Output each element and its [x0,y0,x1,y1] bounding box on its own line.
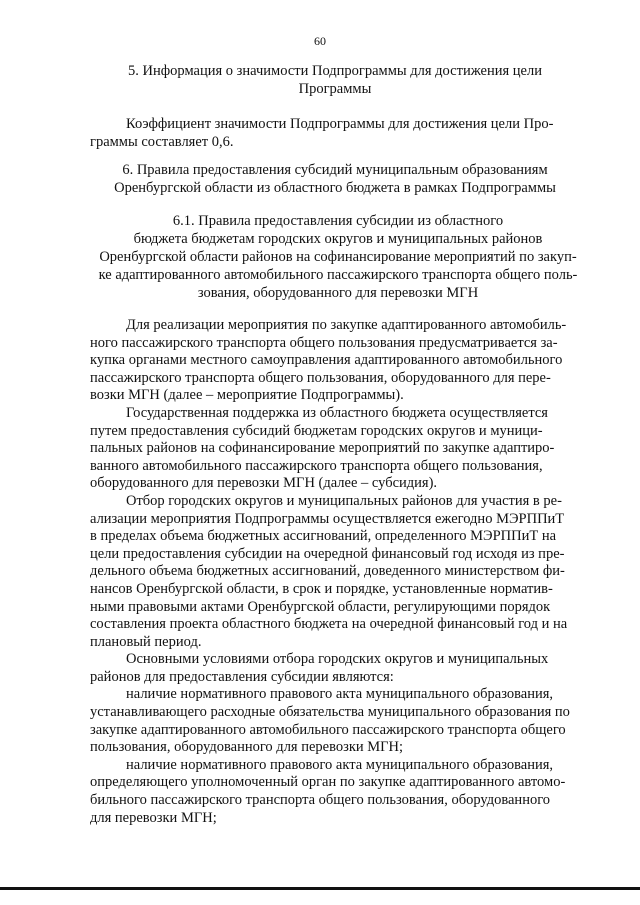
section-5-heading-line: Программы [298,81,372,97]
text-line: бильного пассажирского транспорта общего пользования, оборудованного [90,792,551,809]
paragraph [90,686,586,756]
text-line: составления проекта областного бюджета на очередной финансовый год и на [90,616,568,633]
text-line: Государственная поддержка из областного бюджета осуществляется [126,404,548,421]
text-line: Основными условиями отбора городских округов и муниципальных [126,651,549,668]
text-line: купка органами местного самоуправления адаптированного автомобильного [90,352,563,369]
section-6-heading-line: 6. Правила предоставления субсидий муниципальным образованиям [122,162,548,178]
text-line: Для реализации мероприятия по закупке адаптированного автомобиль- [126,317,567,333]
section-6-1-heading-line: Оренбургской области районов на софинансирование мероприятий по закуп- [99,249,577,265]
text-line: ными правовыми актами Оренбургской области, регулирующими порядок [90,598,551,615]
section-5-heading [90,62,580,98]
paragraph [90,493,586,651]
text-line: Отбор городских округов и муниципальных районов для участия в ре- [126,492,562,509]
paragraph [90,405,586,493]
bottom-border-line [0,887,640,890]
text-line: ного пассажирского транспорта общего пользования предусматривается за- [90,334,558,351]
text-line: дельного объема бюджетных ассигнований, доведенного министерством фи- [90,563,565,580]
paragraph [90,651,586,686]
text-line: оборудованного для перевозки МГН (далее – субсидия). [90,475,438,492]
text-line: возки МГН (далее – мероприятие Подпрограммы). [90,387,404,404]
text-line: пользования, оборудованного для перевозки МГН; [90,739,404,756]
section-5-text [90,116,586,151]
text-line: ванного автомобильного пассажирского транспорта общего пользования, [90,457,543,474]
page-number: 60 [314,34,326,48]
text-line: для перевозки МГН; [90,809,217,826]
section-6-1-heading [88,212,588,302]
text-line: цели предоставления субсидии на очередной финансовый год исходя из пре- [90,545,565,562]
text-line: пальных районов на софинансирование мероприятий по закупке адаптиро- [90,440,555,457]
text-line: плановый период. [90,633,202,650]
text-line: закупке адаптированного автомобильного пассажирского транспорта общего [90,721,566,738]
text-line: путем предоставления субсидий бюджетам городских округов и муници- [90,422,543,439]
section-6-1-heading-line: зования, оборудованного для перевозки МГН [197,285,479,301]
text-line: в пределах объема бюджетных ассигнований, определенного МЭРППиТ на [90,528,557,545]
text-line: граммы составляет 0,6. [90,133,234,150]
text-line: наличие нормативного правового акта муниципального образования, [126,756,554,773]
text-line: устанавливающего расходные обязательства муниципального образования по [90,704,570,721]
section-6-heading-line: Оренбургской области из областного бюджета в рамках Подпрограммы [114,180,556,196]
text-line: наличие нормативного правового акта муниципального образования, [126,686,554,703]
text-line: ализации мероприятия Подпрограммы осуществляется ежегодно МЭРППиТ [90,510,565,527]
paragraph [90,317,586,405]
text-line: районов для предоставления субсидии являются: [90,668,394,685]
section-6-heading [90,161,580,197]
section-5-heading-line: 5. Информация о значимости Подпрограммы для достижения цели [128,63,542,79]
text-line: определяющего уполномоченный орган по закупке адаптированного автомо- [90,774,566,791]
paragraph [90,757,586,827]
text-line: нансов Оренбургской области, в срок и порядке, установленные норматив- [90,580,553,597]
section-6-1-heading-line: бюджета бюджетам городских округов и муниципальных районов [133,231,543,247]
text-line: пассажирского транспорта общего пользования, оборудованного для пере- [90,369,551,386]
body-paragraphs [90,317,586,827]
text-line: Коэффициент значимости Подпрограммы для достижения цели Про- [126,116,554,132]
section-6-1-heading-line: ке адаптированного автомобильного пассажирского транспорта общего поль- [98,267,578,283]
section-6-1-heading-line: 6.1. Правила предоставления субсидии из областного [172,213,504,229]
